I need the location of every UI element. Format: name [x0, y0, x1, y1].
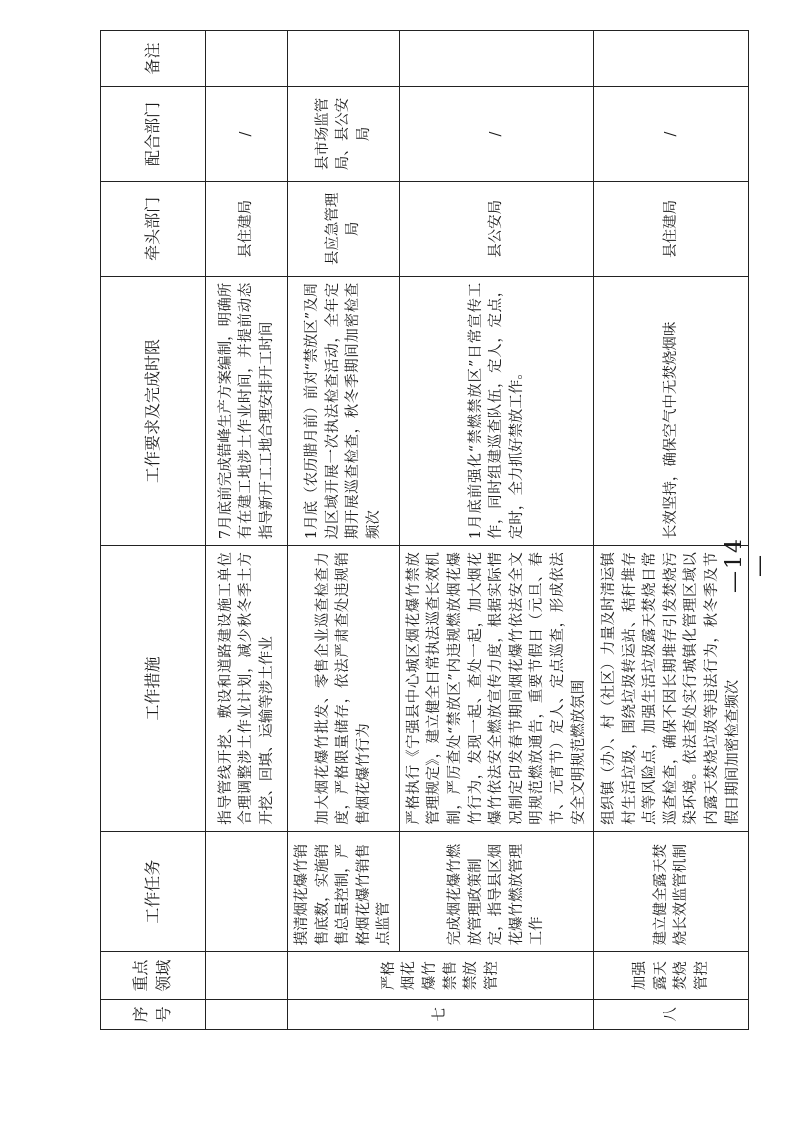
row-measures: 指导管线开挖、敷设和道路建设施工单位合理调整涉土作业计划，减少秋冬季土方开挖、回填、运输等涉土作业: [206, 546, 288, 832]
row-requirements: 1月底（农历腊月前）前对“禁放区”及周边区域开展一次执法检查活动，全年定期开展巡查检查，秋冬季期间加密检查频次: [288, 276, 400, 545]
row-measures: 加大烟花爆竹批发、零售企业巡查检查力度，严格限量储存，依法严肃查处违规销售烟花爆竹行为: [288, 546, 400, 832]
row-coop: /: [399, 87, 593, 182]
header-coop: 配合部门: [101, 87, 206, 182]
page-number: —14—: [722, 537, 772, 593]
row-coop: /: [206, 87, 288, 182]
row-note: [288, 31, 400, 87]
row-seq-seven: 七: [288, 999, 594, 1029]
row-area-seven: 严格烟花爆竹禁售禁放管控: [288, 952, 594, 999]
row-lead: 县应急管理局: [288, 181, 400, 276]
rotated-page: [100, 30, 741, 1030]
row-note: [594, 31, 749, 87]
row-coop: 县市场监管局、县公安局: [288, 87, 400, 182]
work-task-table: [100, 30, 749, 1030]
row-measures: 严格执行《宁强县中心城区烟花爆竹禁放管理规定》，建立健全日常执法巡查长效机制，严厉查处“禁放区”内违规燃放烟花爆竹行为，发现一起、查处一起，加大烟花爆竹依法安全燃放宣传力度，根据实际情况制定印发春节期间烟花爆竹依法安全文明规范燃放通告，重要节假日（元旦、春节、元宵节）定人、定点巡查，形成依法安全文明规范燃放氛围: [399, 546, 593, 832]
row-task: 建立健全露天焚烧长效监管机制: [594, 831, 749, 952]
row-requirements: 1月底前强化“禁燃禁放区”日常宣传工作，同时组建巡查队伍，定人，定点，定时，全力抓好禁放工作。: [399, 276, 593, 545]
row-coop: /: [594, 87, 749, 182]
row-lead: 县公安局: [399, 181, 593, 276]
table-row: [206, 31, 288, 1030]
header-task: 工作任务: [101, 831, 206, 952]
header-requirements: 工作要求及完成时限: [101, 276, 206, 545]
header-note: 备注: [101, 31, 206, 87]
row-task: [206, 831, 288, 952]
header-seq: 序号: [101, 999, 206, 1029]
row-note: [399, 31, 593, 87]
header-lead: 牵头部门: [101, 181, 206, 276]
row-requirements: 7月底前完成错峰生产方案编制，明确所有在建工地涉土作业时间，并提前动态指导新开工工地合理安排开工时间: [206, 276, 288, 545]
table-header-row: [101, 31, 206, 1030]
row-task: 摸清烟花爆竹销售底数，实施销售总量控制，严格烟花爆竹销售点监管: [288, 831, 400, 952]
header-measures: 工作措施: [101, 546, 206, 832]
row-lead: 县住建局: [594, 181, 749, 276]
row-seq: [206, 999, 288, 1029]
row-note: [206, 31, 288, 87]
header-area: 重点领域: [101, 952, 206, 999]
row-requirements: 长效坚持，确保空气中无焚烧烟味: [594, 276, 749, 545]
row-lead: 县住建局: [206, 181, 288, 276]
table-row: [399, 31, 593, 1030]
row-area: 加强露天焚烧管控: [594, 952, 749, 999]
table-row: [288, 31, 400, 1030]
row-measures: 组织镇（办）、村（社区）力量及时清运镇村生活垃圾，围绕垃圾转运站、秸秆堆存点等风险点，加强生活垃圾露天焚烧日常巡查检查，确保不因长期堆存引发焚烧污染环境。依法查处实行城镇化管理区域以内露天焚烧垃圾等违法行为，秋冬季及节假日期间加密检查频次: [594, 546, 749, 832]
row-task: 完成烟花爆竹燃放管理政策制定，指导县区烟花爆竹燃放管理工作: [399, 831, 593, 952]
row-seq: 八: [594, 999, 749, 1029]
row-area: [206, 952, 288, 999]
